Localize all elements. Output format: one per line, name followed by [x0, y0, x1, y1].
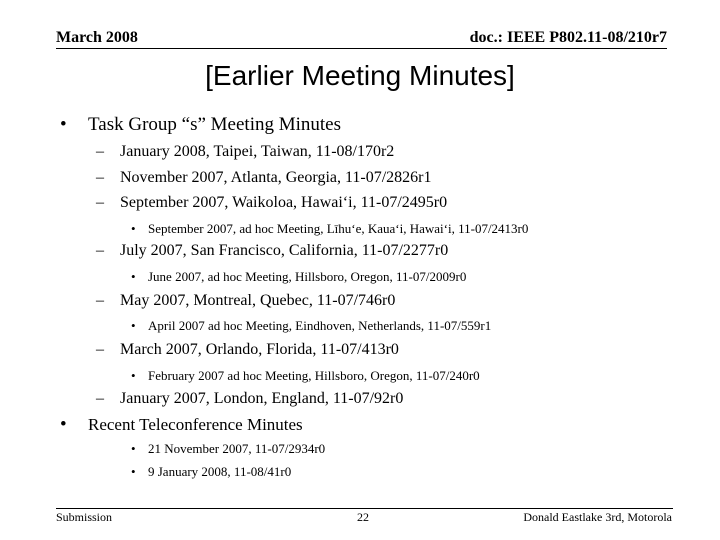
dash-icon: – — [96, 390, 104, 407]
header-date: March 2008 — [56, 29, 138, 46]
list-item-label: July 2007, San Francisco, California, 11-07/2277r0 — [120, 242, 449, 259]
dash-icon: – — [96, 194, 104, 211]
header-doc-id: doc.: IEEE P802.11-08/210r7 — [469, 29, 667, 46]
list-item-label: April 2007 ad hoc Meeting, Eindhoven, Netherlands, 11-07/559r1 — [148, 318, 492, 333]
list-item-label: January 2008, Taipei, Taiwan, 11-08/170r2 — [120, 143, 395, 160]
dash-icon: – — [96, 341, 104, 358]
bullet-icon: • — [60, 414, 67, 435]
slide-title: [Earlier Meeting Minutes] — [205, 60, 515, 91]
list-item-label: 21 November 2007, 11-07/2934r0 — [148, 441, 326, 456]
footer-author: Donald Eastlake 3rd, Motorola — [523, 510, 672, 524]
list-item-label: March 2007, Orlando, Florida, 11-07/413r0 — [120, 341, 399, 358]
list-item-label: November 2007, Atlanta, Georgia, 11-07/2826r1 — [120, 169, 432, 186]
footer-submission: Submission — [56, 510, 113, 524]
list-item-label: September 2007, ad hoc Meeting, Līhu‘e, Kaua‘i, Hawai‘i, 11-07/2413r0 — [148, 221, 529, 236]
bullet-icon: • — [131, 269, 136, 284]
header-rule — [56, 48, 667, 49]
list-item-label: January 2007, London, England, 11-07/92r0 — [120, 390, 404, 407]
bullet-icon: • — [131, 221, 136, 236]
bullet-icon: • — [131, 464, 136, 479]
bullet-icon: • — [131, 368, 136, 383]
dash-icon: – — [96, 292, 104, 309]
footer-rule — [56, 508, 673, 509]
list-item-label: May 2007, Montreal, Quebec, 11-07/746r0 — [120, 292, 396, 309]
dash-icon: – — [96, 143, 104, 160]
list-item-label: Task Group “s” Meeting Minutes — [88, 114, 342, 135]
dash-icon: – — [96, 169, 104, 186]
dash-icon: – — [96, 242, 104, 259]
bullet-icon: • — [131, 441, 136, 456]
list-item-label: 9 January 2008, 11-08/41r0 — [148, 464, 292, 479]
bullet-icon: • — [131, 318, 136, 333]
bullet-icon: • — [60, 114, 67, 135]
list-item-label: Recent Teleconference Minutes — [88, 415, 303, 434]
list-item-label: June 2007, ad hoc Meeting, Hillsboro, Oregon, 11-07/2009r0 — [148, 269, 467, 284]
list-item-label: September 2007, Waikoloa, Hawai‘i, 11-07/2495r0 — [120, 194, 448, 211]
footer-page-number: 22 — [357, 510, 369, 524]
list-item-label: February 2007 ad hoc Meeting, Hillsboro, Oregon, 11-07/240r0 — [148, 368, 480, 383]
